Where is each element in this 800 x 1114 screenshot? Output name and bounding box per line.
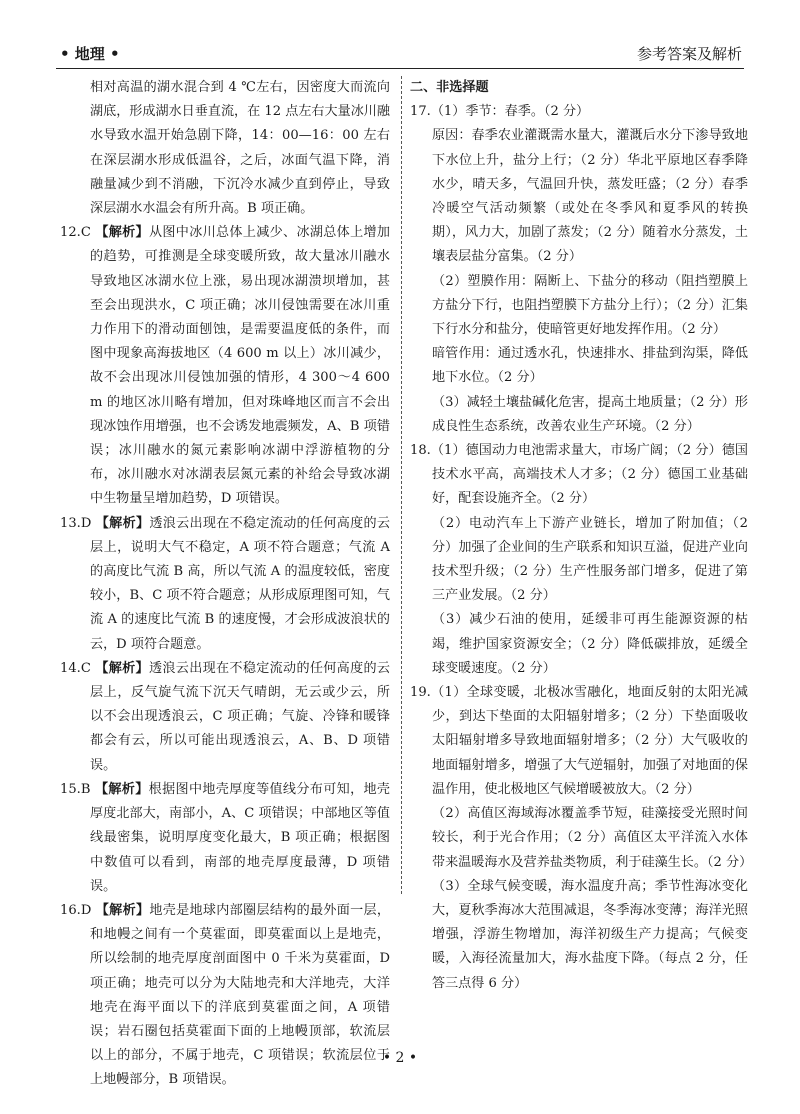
q17-part1 (410, 100, 748, 124)
answer-text: （1）德国动力电池需求量大，市场广阔；（2 分）德国技术水平高，高端技术人才多；（2 分）德国工业基础好，配套设施齐全。（2 分） (430, 443, 748, 507)
right-column (410, 76, 753, 996)
answer-text: 根据图中地壳厚度等值线分布可知，地壳厚度北部大，南部小，A、C 项错误；中部地区等值线最密集，说明厚度变化最大，B 项正确；根据图中数值可以看到，南部的地壳厚度最薄，D 项错误。 (90, 781, 391, 894)
question-number: 18. (410, 443, 431, 459)
analysis-tag: 【解析】 (95, 902, 150, 918)
answer-text: 透浪云出现在不稳定流动的任何高度的云层上，说明大气不稳定，A 项不符合题意；气流 A 的高度比气流 B 高，所以气流 A 的温度较低，密度较小，B、C 项不符合题意；从形成原理图可知，气流 A 的速度比气流 B 的速度慢，才会形成波浪状的云，D 项符合题意。 (90, 515, 391, 652)
q17-pipe-effect: 暗管作用：通过透水孔，快速排水、排盐到沟渠，降低地下水位。（2 分） (432, 346, 748, 386)
question-number: 17. (410, 104, 431, 120)
answer-item-12 (60, 221, 390, 511)
answer-item-13 (60, 512, 390, 657)
column-divider (401, 76, 402, 894)
answer-text: （1）季节：春季。（2 分） (430, 104, 590, 120)
page-header (56, 42, 744, 69)
header-title: 参考答案及解析 (636, 45, 742, 63)
q18-part3: （3）减少石油的使用，延缓非可再生能源资源的枯竭，维护国家资源安全；（2 分）降低碳排放，延缓全球变暖速度。（2 分） (432, 612, 748, 676)
answer-text: 地壳是地球内部圈层结构的最外面一层，和地幔之间有一个莫霍面，即莫霍面以上是地壳，所以绘制的地壳厚度剖面图中 0 千米为莫霍面，D 项正确；地壳可以分为大陆地壳和大洋地壳，大洋地壳在海平面以下的洋底到莫霍面之间，A 项错误；岩石圈包括莫霍面下面的上地幔顶部，软流层以上的部分，不属于地壳，C 项错误；软流层位于上地幔部分，B 项错误。 (90, 902, 391, 1088)
answer-number: 15.B (60, 781, 91, 797)
q17-reason: 原因：春季农业灌溉需水量大，灌溉后水分下渗导致地下水位上升，盐分上行；（2 分）华北平原地区春季降水少，晴天多，气温回升快，蒸发旺盛；（2 分）春季冷暖空气活动频繁（或处在冬季风和夏季风的转换期），风力大，加剧了蒸发；（2 分）随着水分蒸发，土壤表层盐分富集。（2 分） (432, 128, 748, 265)
analysis-tag: 【解析】 (94, 781, 149, 797)
q19-part2: （2）高值区海域海冰覆盖季节短，硅藻接受光照时间较长，利于光合作用；（2 分）高值区太平洋流入水体带来温暖海水及营养盐类物质，利于硅藻生长。（2 分） (432, 806, 753, 870)
answer-number: 12.C (60, 225, 91, 241)
answer-item-14 (60, 657, 390, 778)
subject-label: • 地理 • (60, 45, 120, 63)
answer-number: 14.C (60, 660, 91, 676)
q18-part1 (410, 439, 748, 512)
section-title: 二、非选择题 (410, 80, 489, 95)
page-number: • 2 • (382, 1050, 418, 1066)
answer-number: 16.D (60, 902, 92, 918)
analysis-tag: 【解析】 (95, 225, 149, 241)
left-column (60, 76, 390, 1093)
q18-part2: （2）电动汽车上下游产业链长，增加了附加值；（2 分）加强了企业间的生产联系和知识互溢，促进产业向技术型升级；（2 分）生产性服务部门增多，促进了第三产业发展。（2 分） (432, 515, 748, 604)
q17-part3: （3）减轻土壤盐碱化危害，提高土地质量；（2 分）形成良性生态系统，改善农业生产环境。（2 分） (432, 394, 748, 434)
continued-answer: 相对高温的湖水混合到 4 ℃左右，因密度大而流向湖底，形成湖水日垂直流，在 12 点左右大量冰川融水导致水温开始急剧下降，14：00—16：00 左右在深层湖水形成低温谷，之后，冰面气温下降，消融量减少到不消融，下沉冷水减少直到停止，导致深层湖水水温会有所升高。B 项正确。 (90, 80, 390, 217)
analysis-tag: 【解析】 (95, 515, 150, 531)
answer-number: 13.D (60, 515, 92, 531)
answer-text: 透浪云出现在不稳定流动的任何高度的云层上，反气旋气流下沉天气晴朗，无云或少云，所以不会出现透浪云，C 项正确；气旋、冷锋和暖锋都会有云，所以可能出现透浪云，A、B、D 项错误。 (90, 660, 391, 773)
q19-part1 (410, 681, 748, 802)
q19-part3: （3）全球气候变暖，海水温度升高；季节性海冰变化大，夏秋季海冰大范围减退，冬季海冰变薄；海洋光照增强，浮游生物增加，海洋初级生产力提高；气候变暖，入海径流量加大，海水盐度下降。（每点 2 分，任答三点得 6 分） (432, 878, 748, 991)
analysis-tag: 【解析】 (95, 660, 149, 676)
answer-text: （1）全球变暖，北极冰雪融化，地面反射的太阳光减少，到达下垫面的太阳辐射增多；（2 分）下垫面吸收太阳辐射增多导致地面辐射增多；（2 分）大气吸收的地面辐射增多，增强了大气逆辐射，加强了对地面的保温作用，使北极地区气候增暖被放大。（2 分） (430, 685, 748, 797)
answer-item-15 (60, 778, 390, 899)
q17-part2: （2）塑膜作用：隔断上、下盐分的移动（阻挡塑膜上方盐分下行，也阻挡塑膜下方盐分上行）；（2 分）汇集下行水分和盐分，使暗管更好地发挥作用。（2 分） (432, 273, 748, 338)
question-number: 19. (410, 685, 431, 701)
answer-text: 从图中冰川总体上减少、冰湖总体上增加的趋势，可推测是全球变暖所致，故大量冰川融水导致地区冰湖水位上涨，易出现冰湖溃坝增加，甚至会出现洪水，C 项正确；冰川侵蚀需要在冰川重力作用下的滑动面刨蚀，是需要温度低的条件，而图中现象高海拔地区（4 600 m 以上）冰川减少，故不会出现冰川侵蚀加强的情形，4 300～4 600 m 的地区冰川略有增加，但对珠峰地区而言不会出现冰蚀作用增强，也不会诱发地震频发，A、B 项错误；冰川融水的氮元素影响冰湖中浮游植物的分布，冰川融水对冰湖表层氮元素的补给会导致冰湖中生物量呈增加趋势，D 项错误。 (90, 225, 391, 507)
